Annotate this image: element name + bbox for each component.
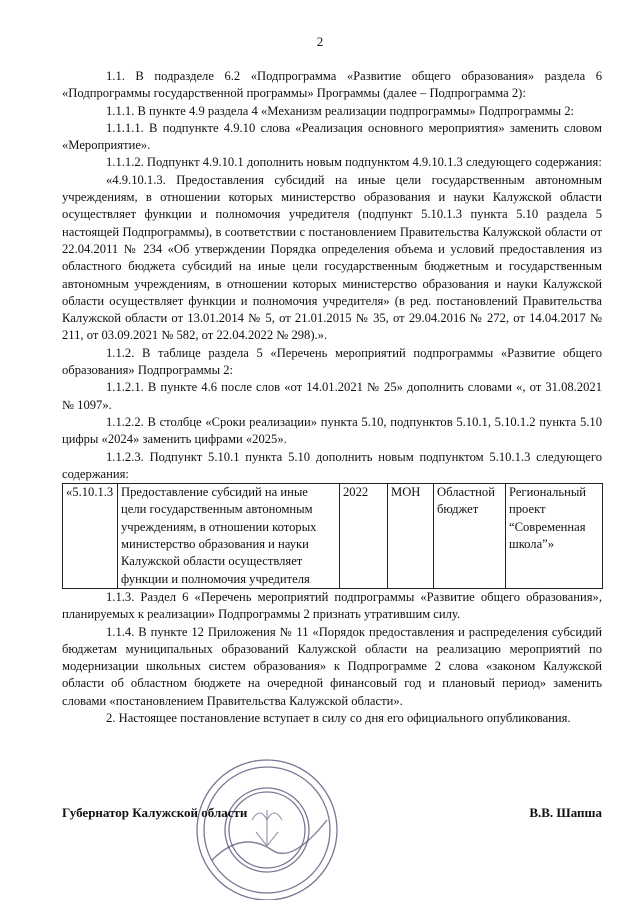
table-cell-source: Областной бюджет [434, 484, 506, 589]
paragraph-1-1: 1.1. В подразделе 6.2 «Подпрограмма «Развитие общего образования» раздела 6 «Подпрограммы государственной программы» Программы (далее – Подпрограмма 2): [62, 69, 602, 101]
paragraph-1-1-4: 1.1.4. В пункте 12 Приложения № 11 «Порядок предоставления и распределения субсидий бюджетам муниципальных образований Калужской области на реализацию мероприятий по модернизации школьных систем образования» к Подпрограмме 2 слова «законом Калужской области об областном бюджете на очередной финансовый год и плановый период» заменить словами «постановлением Правительства Калужской области». [62, 624, 602, 708]
paragraph-1-1-2-1: 1.1.2.1. В пункте 4.6 после слов «от 14.01.2021 № 25» дополнить словами «, от 31.08.2021 № 1097». [62, 380, 602, 412]
table-row [63, 484, 603, 589]
document-body [62, 68, 602, 727]
paragraph-1-1-2-2: 1.1.2.2. В столбце «Сроки реализации» пункта 5.10, подпунктов 5.10.1, 5.10.1.2 пункта 5.10 цифры «2024» заменить цифрами «2025». [62, 414, 602, 447]
paragraph-1-1-1: 1.1.1. В пункте 4.9 раздела 4 «Механизм реализации подпрограммы» Подпрограммы 2: [106, 103, 575, 118]
table-cell-project: Региональный проект “Современная школа”» [506, 484, 603, 589]
table-cell-executor: МОН [388, 484, 434, 589]
paragraph-1-1-1-1: 1.1.1.1. В подпункте 4.9.10 слова «Реализация основного мероприятия» заменить словом «Мероприятие». [62, 120, 602, 153]
paragraph-1-1-2: 1.1.2. В таблице раздела 5 «Перечень мероприятий подпрограммы «Развитие общего образования» Подпрограммы 2: [62, 345, 602, 378]
table-cell-term: 2022 [340, 484, 388, 589]
table-cell-number: «5.10.1.3 [63, 484, 118, 589]
paragraph-2: 2. Настоящее постановление вступает в силу со дня его официального опубликования. [106, 710, 571, 725]
insertion-table [62, 483, 603, 589]
signature-name: В.В. Шапша [529, 805, 602, 820]
signature-position: Губернатор Калужской области [62, 805, 248, 820]
paragraph-1-1-2-3: 1.1.2.3. Подпункт 5.10.1 пункта 5.10 дополнить новым подпунктом 5.10.1.3 следующего содержания: [62, 449, 602, 481]
paragraph-1-1-3: 1.1.3. Раздел 6 «Перечень мероприятий подпрограммы «Развитие общего образования», планируемых к реализации» Подпрограммы 2 признать утратившим силу. [62, 589, 602, 622]
paragraph-quote-4-9-10-1-3: «4.9.10.1.3. Предоставления субсидий на иные цели государственным автономным учреждениям, в отношении которых министерство образования и науки Калужской области осуществляет функции и полномочия учредителя (подпункт 5.10.1.3 пункта 5.10 раздела 5 настоящей Подпрограммы), в соответствии с постановлением Правительства Калужской области от 22.04.2011 № 234 «Об утверждении Порядка определения объема и условий предоставления из областного бюджета субсидий на иные цели государственным бюджетным и государственным автономным учреждениям, в отношении которых министерство образования и науки Калужской области осуществляет функции и полномочия учредителя» (в ред. постановлений Правительства Калужской области от 13.01.2014 № 5, от 21.01.2015 № 35, от 29.04.2016 № 272, от 14.04.2017 № 211, от 03.09.2021 № 582, от 22.04.2022 № 298).». [62, 172, 602, 343]
page-number: 2 [316, 34, 324, 49]
paragraph-1-1-1-2: 1.1.1.2. Подпункт 4.9.10.1 дополнить новым подпунктом 4.9.10.1.3 следующего содержания: [106, 155, 602, 170]
table-cell-measure: Предоставление субсидий на иные цели государственным автономным учреждениям, в отношении которых министерство образования и науки Калужской области осуществляет функции и полномочия учредителя [118, 484, 340, 589]
